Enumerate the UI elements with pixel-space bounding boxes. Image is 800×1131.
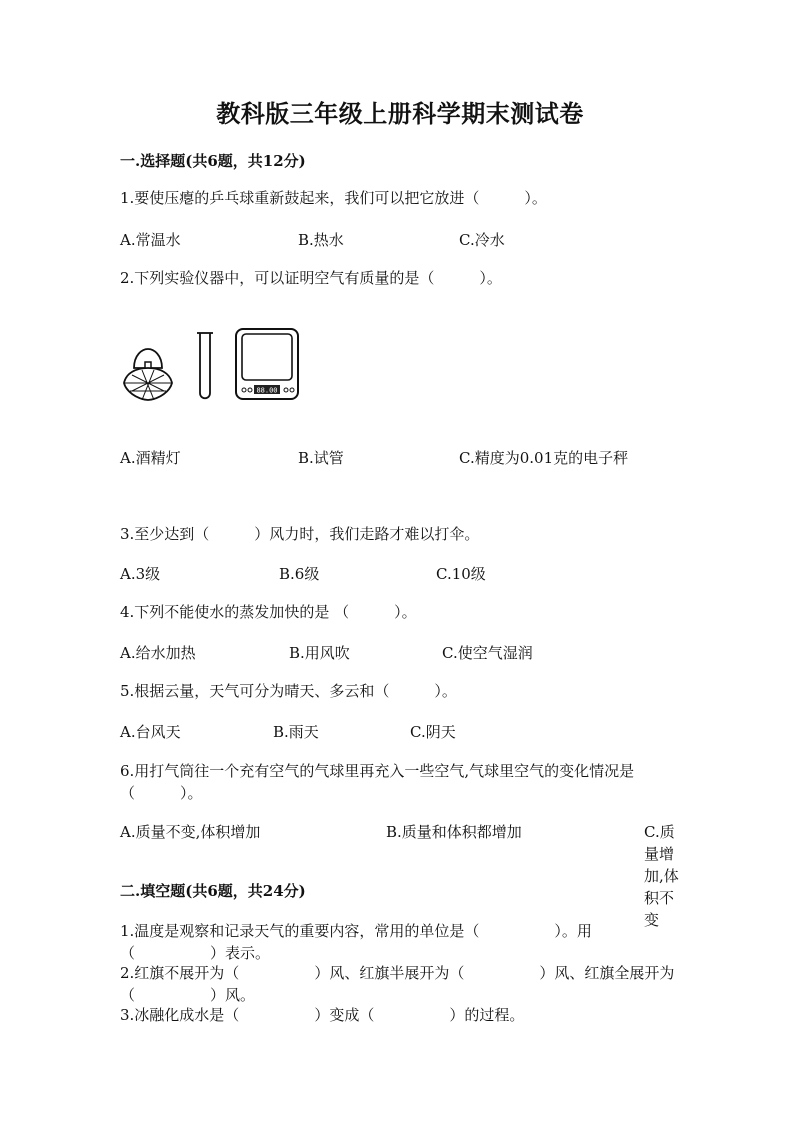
question-1-6: 6.用打气筒往一个充有空气的气球里再充入一些空气,气球里空气的变化情况是（ ）。 xyxy=(120,762,635,802)
lab-instruments-figure xyxy=(118,325,308,405)
question-1-5: 5.根据云量，天气可分为晴天、多云和（ ）。 xyxy=(120,682,457,700)
option-1-4-b: B.用风吹 xyxy=(289,644,350,662)
section-heading-fill: 二.填空题(共6题，共24分) xyxy=(120,882,306,900)
option-1-6-a: A.质量不变,体积增加 xyxy=(120,823,261,841)
question-1-2: 2.下列实验仪器中，可以证明空气有质量的是（ ）。 xyxy=(120,269,502,287)
question-1-1: 1.要使压瘪的乒乓球重新鼓起来，我们可以把它放进（ ）。 xyxy=(120,189,547,207)
option-1-4-a: A.给水加热 xyxy=(120,644,196,662)
option-1-5-c: C.阴天 xyxy=(410,723,456,741)
section-heading-choice: 一.选择题(共6题，共12分) xyxy=(120,152,306,170)
option-1-6-c: C.质量增加,体积不变 xyxy=(644,823,679,929)
scale-readout: 88.00 xyxy=(256,386,278,395)
question-2-2: 2.红旗不展开为（ ）风、红旗半展开为（ ）风、红旗全展开为（ ）风。 xyxy=(120,964,675,1004)
option-1-1-c: C.冷水 xyxy=(459,231,505,249)
option-1-2-a: A.酒精灯 xyxy=(120,449,181,467)
page-title: 教科版三年级上册科学期末测试卷 xyxy=(216,99,584,128)
question-2-3: 3.冰融化成水是（ ）变成（ ）的过程。 xyxy=(120,1006,525,1024)
question-1-3: 3.至少达到（ ）风力时，我们走路才难以打伞。 xyxy=(120,525,480,543)
alcohol-lamp-icon xyxy=(124,349,172,400)
option-1-3-c: C.10级 xyxy=(436,565,486,583)
option-1-2-c: C.精度为0.01克的电子秤 xyxy=(459,449,629,467)
question-1-4: 4.下列不能使水的蒸发加快的是 （ ）。 xyxy=(120,603,417,621)
option-1-3-a: A.3级 xyxy=(120,565,161,583)
option-1-2-b: B.试管 xyxy=(298,449,344,467)
option-1-5-a: A.台风天 xyxy=(120,723,181,741)
test-tube-icon xyxy=(197,333,213,398)
question-2-1: 1.温度是观察和记录天气的重要内容，常用的单位是（ ）。用（ ）表示。 xyxy=(120,922,592,962)
option-1-5-b: B.雨天 xyxy=(273,723,319,741)
electronic-scale-icon xyxy=(236,329,298,399)
option-1-3-b: B.6级 xyxy=(279,565,320,583)
option-1-6-b: B.质量和体积都增加 xyxy=(386,823,522,841)
option-1-4-c: C.使空气湿润 xyxy=(442,644,533,662)
option-1-1-a: A.常温水 xyxy=(120,231,181,249)
option-1-1-b: B.热水 xyxy=(298,231,344,249)
